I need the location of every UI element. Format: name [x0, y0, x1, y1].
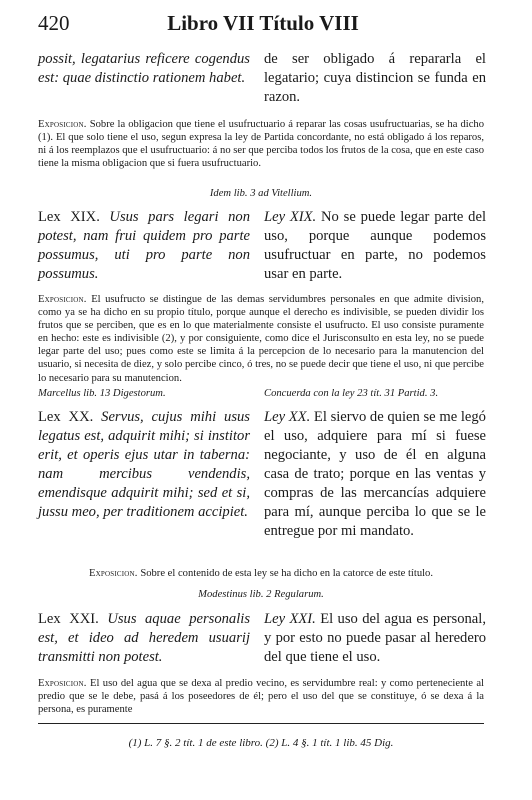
latin-text: Usus pars legari non potest, nam frui quidem pro parte possumus, uti pro parte non possumus. — [38, 209, 250, 282]
exposition-label: Exposicion. — [38, 294, 87, 305]
spanish-law — [264, 208, 486, 284]
latin-law — [38, 610, 250, 667]
source-citation: Idem lib. 3 ad Vitellium. — [209, 188, 313, 199]
exposition-text: Sobre el contenido de esta ley se ha dicho en la catorce de este título. — [140, 568, 434, 579]
law-heading: Lex XXI. — [38, 611, 99, 627]
source-citation-left: Marcellus lib. 13 Digestorum. — [38, 388, 166, 399]
continued-law-block — [38, 50, 484, 110]
law-heading: Ley XX. — [264, 409, 311, 425]
exposition-2 — [38, 293, 484, 385]
running-header — [38, 11, 488, 37]
law-heading: Lex XX. — [38, 409, 94, 425]
spanish-law — [264, 610, 486, 667]
law-heading: Ley XXI. — [264, 611, 316, 627]
exposition-label: Exposicion. — [88, 568, 138, 579]
exposition-label: Exposicion. — [38, 678, 87, 689]
spanish-text: El siervo de quien se me legó el uso, adquiere para mí si fuese negociante, y uso de él en alguna casa de trato; porque en las ventas y compras de las mercancías adquiere para mí, aunque perciba lo que se le entregue por mi mandato. — [264, 409, 486, 539]
latin-text: Usus aquae personalis est, et ideo ad heredem usuarij transmitti non potest. — [38, 611, 250, 665]
spanish-text: El uso del agua es personal, y por esto no puede pasar al heredero del que tiene el uso. — [264, 611, 486, 665]
spanish-text: No se puede legar parte del uso, porque aunque podemos usufructuar en parte, no podemos usar en parte. — [264, 209, 486, 282]
page-number: 420 — [38, 11, 70, 35]
page-title: Libro VII Título VIII — [167, 11, 359, 35]
source-citation-right: Concuerda con la ley 23 tít. 31 Partid. 3. — [264, 388, 439, 399]
law-heading: Lex XIX. — [38, 209, 100, 225]
spanish-law — [264, 408, 486, 541]
law-20 — [38, 408, 484, 558]
exposition-text: Sobre la obligacion que tiene el usufructuario á reparar las cosas usufructuarias, se ha dicho (1). El que solo tiene el uso, segun expresa la ley de Partida concordante, no está obligado á los reparos, ni á los reemplazos que el usufructuario: á no ser que perciba todos los frutos de la cosa, que en este caso tiene la misma obligacion que si fuera usufructuario. — [38, 119, 484, 170]
footnotes: (1) L. 7 §. 2 tít. 1 de este libro. (2) L. 4 §. 1 tít. 1 lib. 45 Dig. — [128, 737, 394, 749]
exposition-3 — [38, 567, 484, 580]
law-21 — [38, 610, 484, 668]
latin-law — [38, 408, 250, 522]
footnote-divider — [38, 723, 484, 724]
source-citation: Modestinus lib. 2 Regularum. — [198, 589, 324, 600]
exposition-4 — [38, 677, 484, 716]
law-19 — [38, 208, 484, 282]
exposition-text: El usufructo se distingue de las demas servidumbres personales en que admite division, como ya se ha dicho en su propio título, porque aunque el derecho es indivisible, se pueden dividir los frutos que se perciben, que es en lo que materialmente consiste el usufructo. El uso consiste puramente en hecho: este es indivisible (2), y por consiguiente, como dice el Jurisconsulto en esta ley, no se puede legar parte del uso; pues como este se limita á la percepcion de lo necesario para la manutencion del usuario, si necesita de diez, y solo percibe cinco, ó tres, no se puede decir que tiene el uso, ni que percibe lo necesario para su manutencion. — [38, 294, 484, 384]
latin-text: Servus, cujus mihi usus legatus est, adquirit mihi; si institor erit, et operis ejus utar in taberna: nam mercibus vendendis, emendisque adquirit mihi; sed et si, jussu meo, per traditionem accipiet. — [38, 409, 250, 520]
exposition-label: Exposicion. — [38, 119, 87, 130]
exposition-text: El uso del agua que se dexa al predio vecino, es servidumbre real: y como perteneciente al predio que se le debe, pasá á los poseedores de él; pero el uso del que se constituye, ó se dexa á la persona, es puramente — [38, 678, 484, 716]
spanish-text: de ser obligado á repararla el legatario; cuya distincion se funda en razon. — [264, 51, 486, 105]
latin-law — [38, 208, 250, 284]
latin-text: possit, legatarius reficere cogendus est: quae distinctio rationem habet. — [38, 51, 250, 86]
law-heading: Ley XIX. — [264, 209, 317, 225]
exposition-1 — [38, 118, 484, 170]
